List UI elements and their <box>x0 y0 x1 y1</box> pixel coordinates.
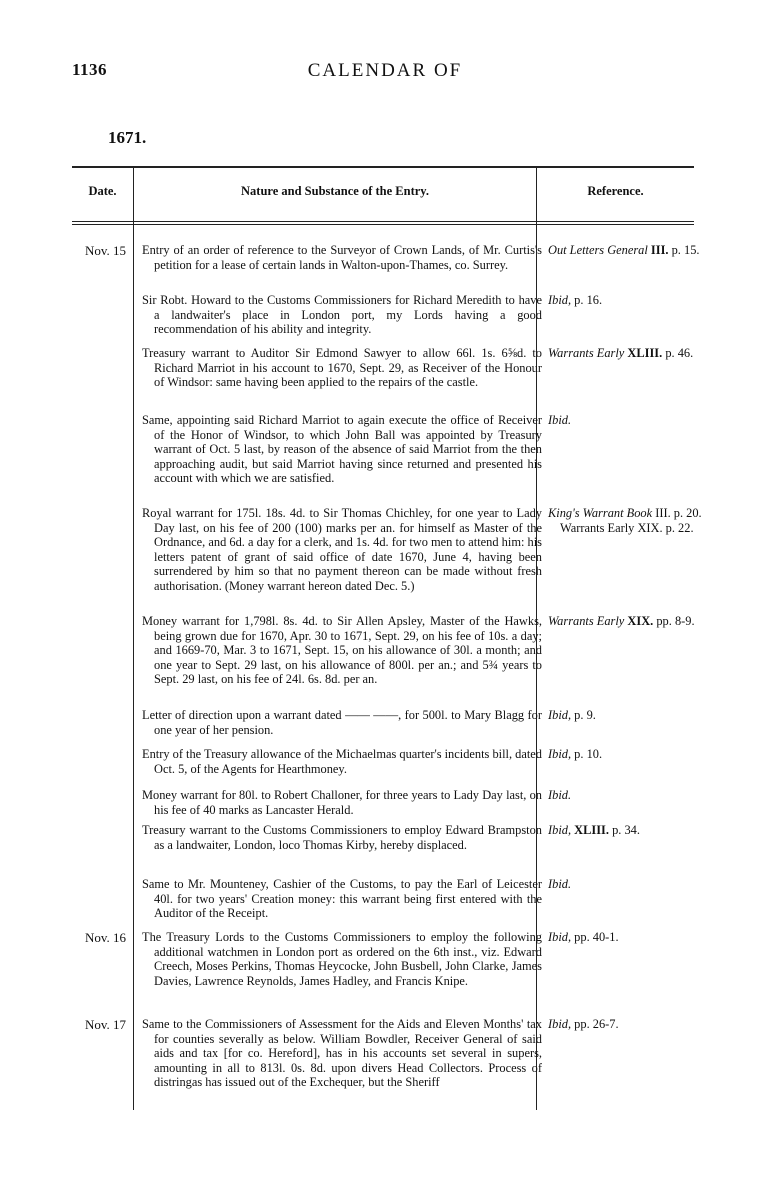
reference-part: p. 15. <box>671 243 700 257</box>
reference-part: XLIII. <box>627 346 663 360</box>
entry-text: Same to the Commissioners of Assessment for the Aids and Eleven Months' tax for counties severally as below. William Bowdler, Receiver General of said aids and tax [for co. Hereford], has in his accounts set several in supers, amounting in all to 813l. 0s. 8d. upon divers Head Collectors. Process of distringas has issued out of the Exchequer, but the Sheriff <box>142 1017 542 1090</box>
reference-part: pp. 26-7. <box>574 1017 619 1031</box>
reference-part: XIX. <box>627 614 654 628</box>
column-header-nature: Nature and Substance of the Entry. <box>241 184 429 198</box>
entry-date: Nov. 15 <box>84 243 126 258</box>
entry-text: Letter of direction upon a warrant dated —— ——, for 500l. to Mary Blagg for one year of her pension. <box>142 708 542 737</box>
reference-part: Out Letters General <box>548 243 648 257</box>
entry-reference <box>548 1017 730 1032</box>
entry-reference <box>548 243 730 258</box>
reference-part: p. 10. <box>574 747 603 761</box>
entry-reference <box>548 788 730 803</box>
entry-reference <box>548 823 730 838</box>
entry-text: Treasury warrant to the Customs Commissioners to employ Edward Brampston as a landwaiter, London, loco Thomas Kirby, hereby displaced. <box>142 823 542 852</box>
table-top-rule <box>72 166 694 168</box>
entry-reference <box>548 930 730 945</box>
reference-part: III. p. 20. Warrants Early XIX. p. 22. <box>560 506 702 535</box>
reference-part: Ibid. <box>548 413 572 427</box>
reference-part: Ibid. <box>548 877 572 891</box>
reference-part: pp. 8-9. <box>656 614 695 628</box>
reference-part: King's Warrant Book <box>548 506 653 520</box>
reference-part: Ibid, <box>548 1017 572 1031</box>
reference-part: Ibid. <box>548 788 572 802</box>
entry-text: Entry of the Treasury allowance of the Michaelmas quarter's incidents bill, dated Oct. 5, of the Agents for Hearthmoney. <box>142 747 542 776</box>
entry-text: Entry of an order of reference to the Surveyor of Crown Lands, of Mr. Curtis's petition for a lease of certain lands in Walton-upon-Thames, co. Surrey. <box>142 243 542 272</box>
entry-text: The Treasury Lords to the Customs Commissioners to employ the following additional watchmen in London port as ordered on the 6th inst., viz. Edward Creech, Moses Perkins, Thomas Heycocke, John Busbell, John Clarke, James Davies, Lawrence Reynolds, James Hadley, and Francis Knipe. <box>142 930 542 988</box>
table-header-rule <box>72 221 694 222</box>
reference-part: Ibid, <box>548 293 572 307</box>
entry-reference <box>548 747 730 762</box>
reference-part: Ibid, <box>548 930 572 944</box>
reference-part: p. 46. <box>665 346 694 360</box>
entry-reference <box>548 614 730 629</box>
entry-reference <box>548 413 730 428</box>
header-rule-double <box>72 224 694 225</box>
entry-date: Nov. 17 <box>84 1017 126 1032</box>
reference-part: Ibid, <box>548 708 572 722</box>
entry-reference <box>548 506 730 535</box>
column-header-reference: Reference. <box>587 184 644 198</box>
reference-part: Ibid, <box>548 823 572 837</box>
entry-text: Money warrant for 1,798l. 8s. 4d. to Sir Allen Apsley, Master of the Hawks, being grown due for 1670, Apr. 30 to 1671, Sept. 29, on his fee of 10s. a day; and 1669-70, Mar. 3 to 1671, Sept. 15, on his allowance of 30l. a month; and one year to Sept. 29 last, on his allowance of 800l. per an.; and 5¾ years to Sept. 29 last, on his fee of 24l. 6s. 8d. per an. <box>142 614 542 687</box>
reference-part: Warrants Early <box>548 346 625 360</box>
reference-part: p. 9. <box>574 708 596 722</box>
reference-part: Warrants Early <box>548 614 625 628</box>
column-header-date: Date. <box>88 184 117 198</box>
entry-reference <box>548 708 730 723</box>
reference-part: III. <box>650 243 669 257</box>
year-heading: 1671. <box>108 128 147 147</box>
entry-reference <box>548 293 730 308</box>
entry-text: Royal warrant for 175l. 18s. 4d. to Sir Thomas Chichley, for one year to Lady Day last, on his fee of 200 (100) marks per an. for himself as Master of the Ordnance, and 6d. a day for a clerk, and 1s. 4d. for two men to attend him: his letters patent of grant of said office of date 1670, June 4, having been surrendered by him so that no payment thereon can be made without fresh authorisation. (Money warrant hereon dated Dec. 5.) <box>142 506 542 593</box>
entry-text: Money warrant for 80l. to Robert Challoner, for three years to Lady Day last, on his fee of 40 marks as Lancaster Herald. <box>142 788 542 817</box>
entry-text: Same to Mr. Mounteney, Cashier of the Customs, to pay the Earl of Leicester 40l. for two years' Creation money: this warrant being first entered with the Auditor of the Receipt. <box>142 877 542 921</box>
reference-part: p. 34. <box>612 823 640 837</box>
entry-text: Sir Robt. Howard to the Customs Commissioners for Richard Meredith to have a landwaiter's place in London port, my Lords having a good recommendation of his ability and integrity. <box>142 293 542 337</box>
entry-reference <box>548 346 730 361</box>
entry-date: Nov. 16 <box>84 930 126 945</box>
reference-part: pp. 40-1. <box>574 930 619 944</box>
reference-part: XLIII. <box>574 823 609 837</box>
column-divider-date <box>133 168 134 1110</box>
entry-text: Same, appointing said Richard Marriot to again execute the office of Receiver of the Honor of Windsor, to which John Ball was appointed by Treasury warrant of Oct. 5 last, by reason of the absence of said Marriot from the then approaching audit, but said Marriot having since returned and presented his account with which we are satisfied. <box>142 413 542 486</box>
entry-reference <box>548 877 730 892</box>
reference-part: p. 16. <box>574 293 603 307</box>
reference-part: Ibid, <box>548 747 572 761</box>
entry-text: Treasury warrant to Auditor Sir Edmond Sawyer to allow 66l. 1s. 6⅝d. to Richard Marriot in his account to 1670, Sept. 29, as Receiver of the Honour of Windsor: same having been applied to the repairs of the castle. <box>142 346 542 390</box>
running-title: CALENDAR OF <box>307 60 463 81</box>
page-number: 1136 <box>72 60 108 79</box>
